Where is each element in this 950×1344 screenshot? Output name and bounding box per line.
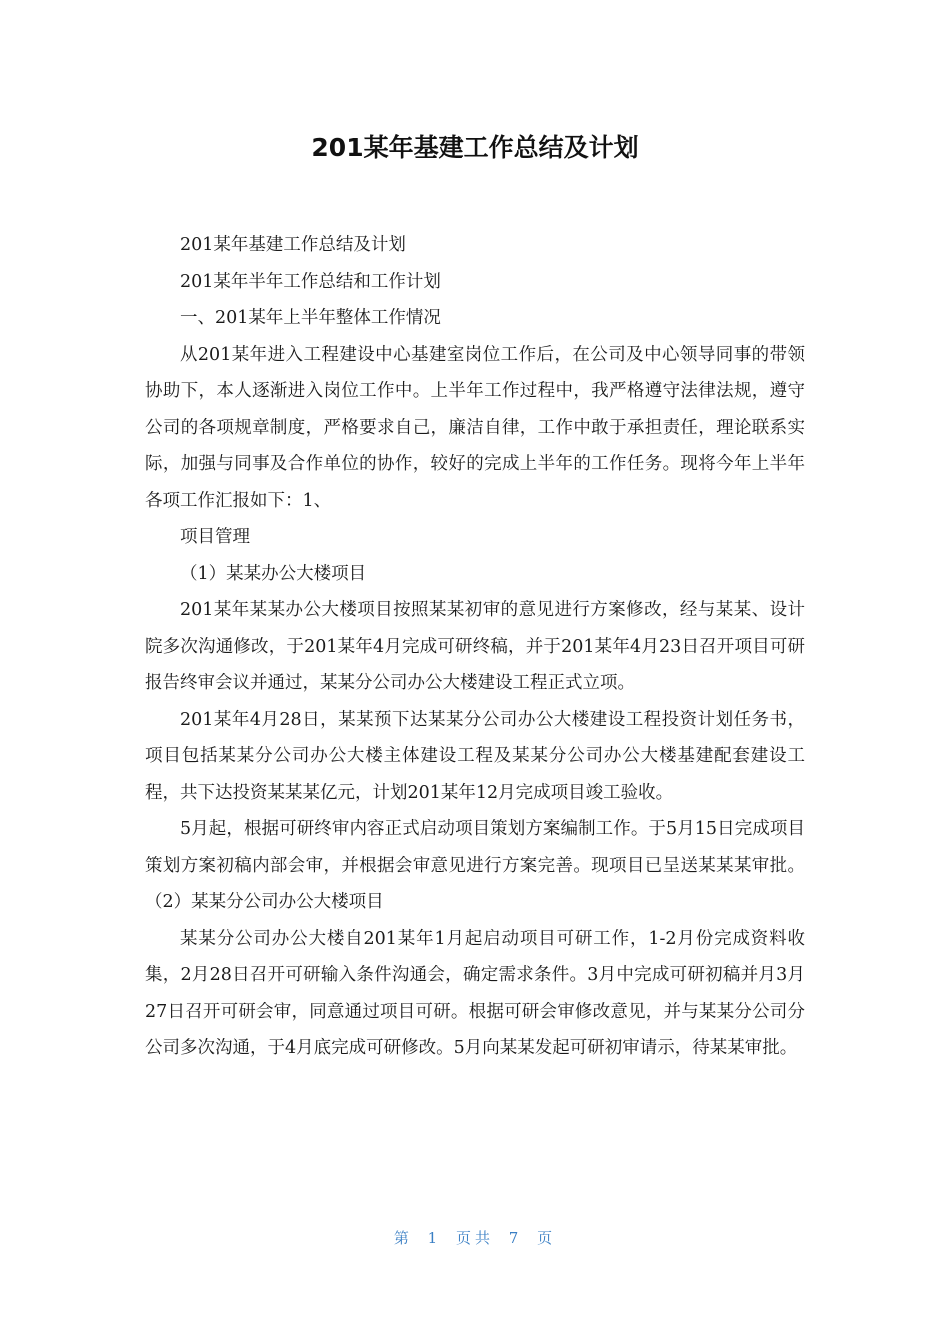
document-title: 201某年基建工作总结及计划 <box>311 133 639 162</box>
paragraph: 201某年半年工作总结和工作计划 <box>180 271 441 292</box>
paragraph: 5月起，根据可研终审内容正式启动项目策划方案编制工作。于5月15日完成项目策划方案初稿内部会审，并根据会审意见进行方案完善。现项目已呈送某某某审批。（2）某某分公司办公大楼项目 <box>145 819 805 912</box>
page-number-footer: 第 1 页共 7 页 <box>393 1229 557 1247</box>
section-heading: 项目管理 <box>180 527 250 547</box>
paragraph: 201某年4月28日，某某预下达某某分公司办公大楼建设工程投资计划任务书，项目包括某某分公司办公大楼主体建设工程及某某分公司办公大楼基建配套建设工程，共下达投资某某某亿元，计划201某年12月完成项目竣工验收。 <box>145 709 805 803</box>
paragraph: 201某年基建工作总结及计划 <box>180 235 406 255</box>
document-body <box>145 227 805 1067</box>
paragraph: 某某分公司办公大楼自201某年1月起启动项目可研工作，1-2月份完成资料收集，2月28日召开可研输入条件沟通会，确定需求条件。3月中完成可研初稿并月3月27日召开可研会审，同意通过项目可研。根据可研会审修改意见，并与某某分公司分公司多次沟通，于4月底完成可研修改。5月向某某发起可研初审请示，待某某审批。 <box>145 928 805 1058</box>
paragraph: 201某年某某办公大楼项目按照某某初审的意见进行方案修改，经与某某、设计院多次沟通修改，于201某年4月完成可研终稿，并于201某年4月23日召开项目可研报告终审会议并通过，某某分公司办公大楼建设工程正式立项。 <box>145 600 805 693</box>
subsection-heading: （1）某某办公大楼项目 <box>180 563 367 584</box>
paragraph: 从201某年进入工程建设中心基建室岗位工作后，在公司及中心领导同事的带领协助下，本人逐渐进入岗位工作中。上半年工作过程中，我严格遵守法律法规，遵守公司的各项规章制度，严格要求自己，廉洁自律，工作中敢于承担责任，理论联系实际，加强与同事及合作单位的协作，较好的完成上半年的工作任务。现将今年上半年各项工作汇报如下：1、 <box>145 344 805 511</box>
section-heading: 一、201某年上半年整体工作情况 <box>180 308 441 328</box>
